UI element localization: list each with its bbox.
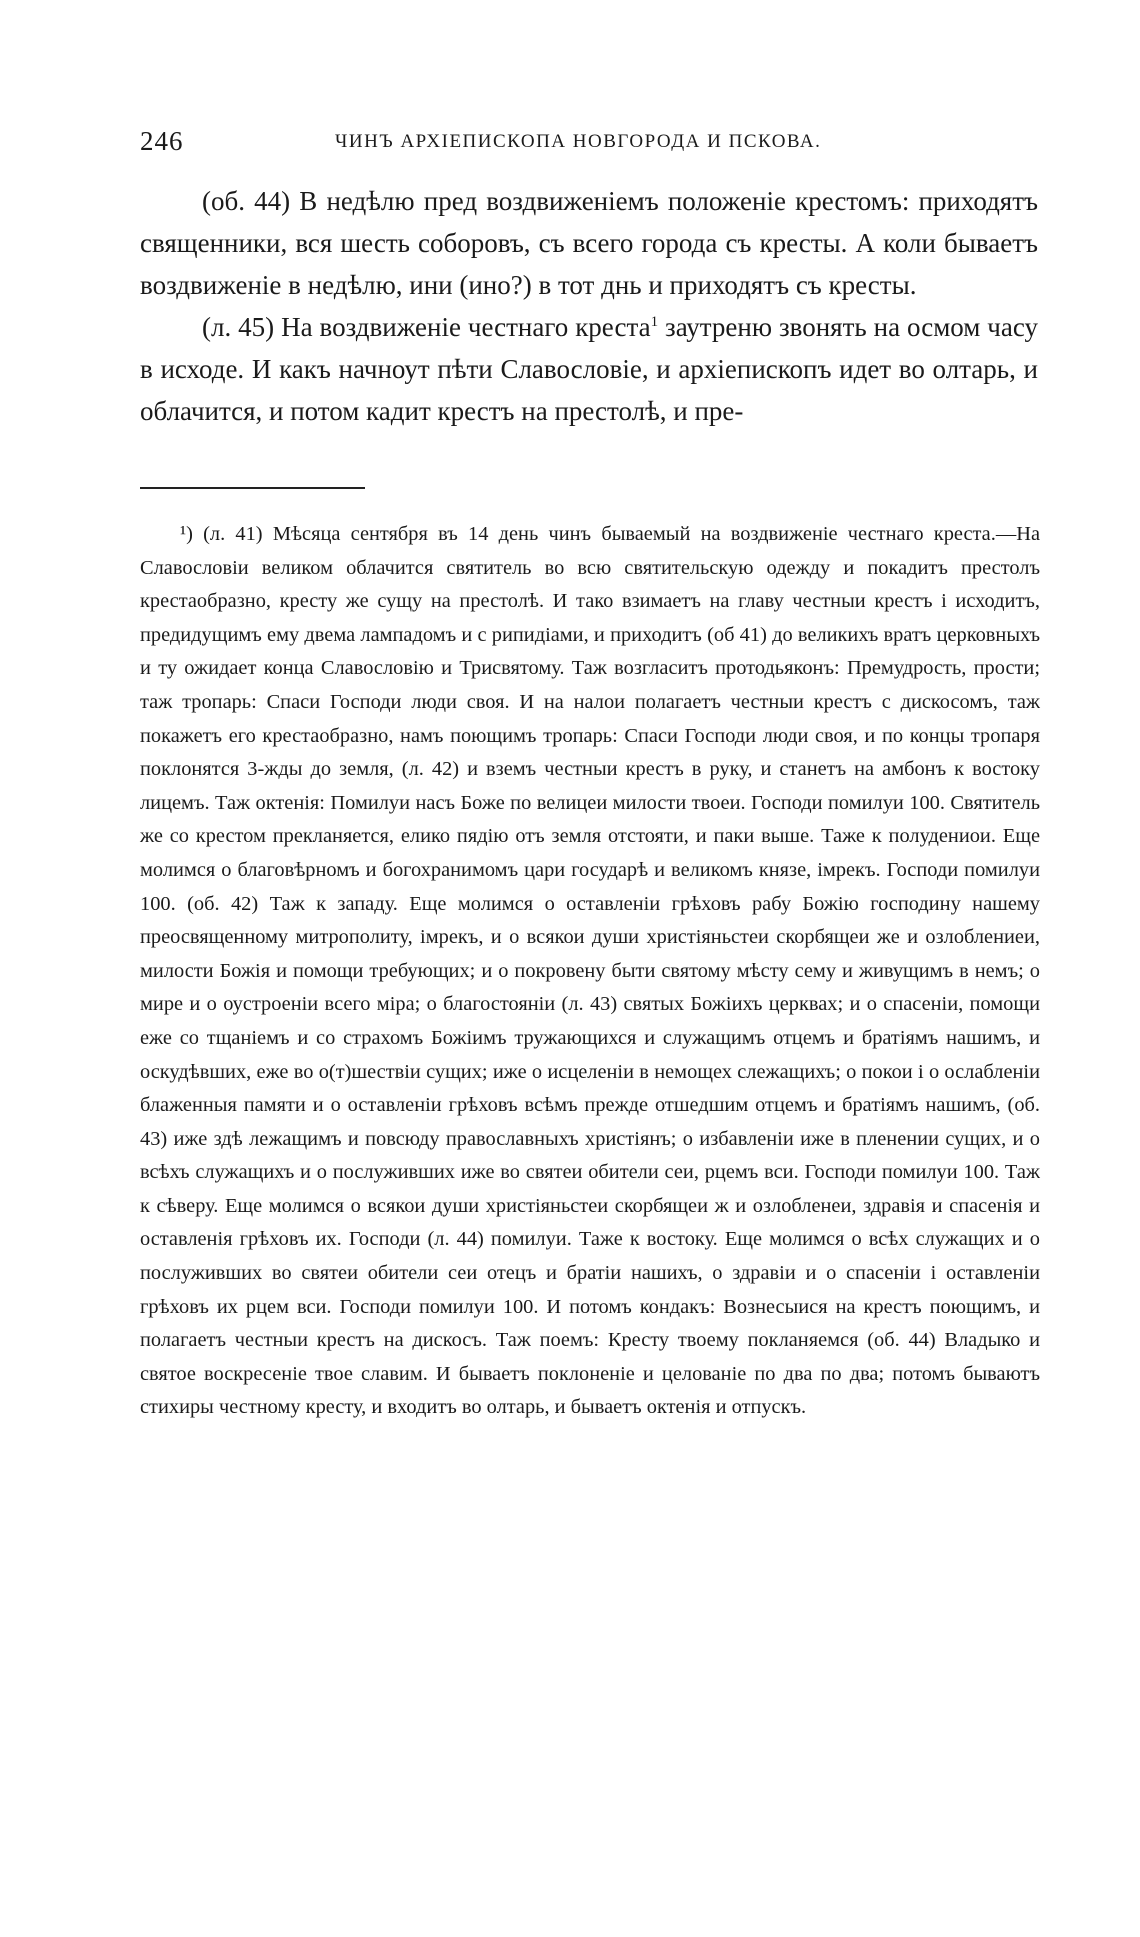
footnote-marker: 1 xyxy=(650,314,659,330)
paragraph-2-rest: заутреню звонять на осмом часу в исходе. И какъ начноут пѣти Славословіе, и архіепископъ идет во олтарь, и облачится, и потом кадит крестъ на престолѣ, и пре- xyxy=(140,312,1038,426)
running-title: ЧИНЪ АРХІЕПИСКОПА НОВГОРОДА И ПСКОВА. xyxy=(335,131,822,152)
main-text xyxy=(140,180,1038,432)
footnote-text: ¹) (л. 41) Мѣсяца сентября въ 14 день чинъ бываемый на воздвиженіе честнаго креста.—На Славословіи великом облачится святитель во всю святительскую одежду и покадитъ престолъ крестаобразно, кресту же сущу на престолѣ. И тако взимаетъ на главу честныи крестъ і исходитъ, предидущимъ ему двема лампадомъ и с рипидіами, и приходитъ (об 41) до великихъ вратъ церковныхъ и ту ожидает конца Славословію и Трисвятому. Таж возгласитъ протодьяконъ: Премудрость, прости; таж тропарь: Спаси Господи люди своя. И на налои полагаетъ честныи крестъ с дискосомъ, таж покажетъ его крестаобразно, намъ поющимъ тропарь: Спаси Господи люди своя, и по концы тропаря поклонятся 3-жды до земля, (л. 42) и вземъ честныи крестъ в руку, и станетъ на амбонъ к востоку лицемъ. Таж октенія: Помилуи насъ Боже по велицеи милости твоеи. Господи помилуи 100. Святитель же со крестом прекланяется, елико пядію отъ земля отстояти, и паки выше. Таже к полудениои. Еще молимся о благовѣрномъ и богохранимомъ цари государѣ и великомъ князе, імрекъ. Господи помилуи 100. (об. 42) Таж к западу. Еще молимся о оставленіи грѣховъ рабу Божію господину нашему преосвященному митрополиту, імрекъ, и о всякои души христіяньстеи скорбящеи же и озлоблениеи, милости Божія и помощи требующих; и о покровену быти святому мѣсту сему и живущимъ в немъ; о мире и о оустроеніи всего міра; о благостояніи (л. 43) святых Божіихъ церквах; и о спасеніи, помощи еже со тщаніемъ и со страхомъ Божіимъ тружающихся и служащимъ отцемъ и братіямъ нашимъ, и оскудѣвших, еже во о(т)шествіи сущих; иже о исцеленіи в немощех слежащихъ; о покои і о ослабленіи блаженныя памяти и о оставленіи грѣховъ всѣмъ прежде отшедшим отцемъ и братіямъ нашимъ, (об. 43) иже здѣ лежащимъ и повсюду православныхъ христіянъ; о избавленіи иже в пленении сущих, и о всѣхъ служащихъ и о послуживших иже во святеи обители сеи, рцемъ вси. Господи помилуи 100. Таж к сѣверу. Еще молимся о всякои души христіяньстеи скорбящеи ж и озлобленеи, здравія и спасенія и оставленія грѣховъ их. Господи (л. 44) помилуи. Таже к востоку. Еще молимся о всѣх служащих и о послуживших во святеи обители сеи отецъ и братіи нашихъ, о здравіи и о спасеніи і оставленіи грѣховъ их рцем вси. Господи помилуи 100. И потомъ кондакъ: Вознесыися на крестъ поющимъ, и полагаетъ честныи крестъ на дискосъ. Таж поемъ: Кресту твоему покланяемся (об. 44) Владыко и святое воскресеніе твое славим. И бываетъ поклоненіе и целованіе по два по два; потомъ бываютъ стихиры честному кресту, и входитъ во олтарь, и бываетъ октенія и отпускъ. xyxy=(140,523,1040,1419)
footnote-divider xyxy=(140,487,365,489)
paragraph-2 xyxy=(140,306,1038,432)
running-head xyxy=(140,126,1040,166)
footnote xyxy=(140,518,1040,1425)
paragraph-2-start: (л. 45) На воздвиженіе честнаго креста xyxy=(202,312,651,342)
paragraph-1: (об. 44) В недѣлю пред воздвиженіемъ положеніе крестомъ: приходятъ священники, вся шесть соборовъ, съ всего города съ кресты. А коли бываетъ воздвиженіе в недѣлю, ини (ино?) в тот днь и приходятъ съ кресты. xyxy=(140,186,1038,300)
page-number: 246 xyxy=(140,126,184,156)
